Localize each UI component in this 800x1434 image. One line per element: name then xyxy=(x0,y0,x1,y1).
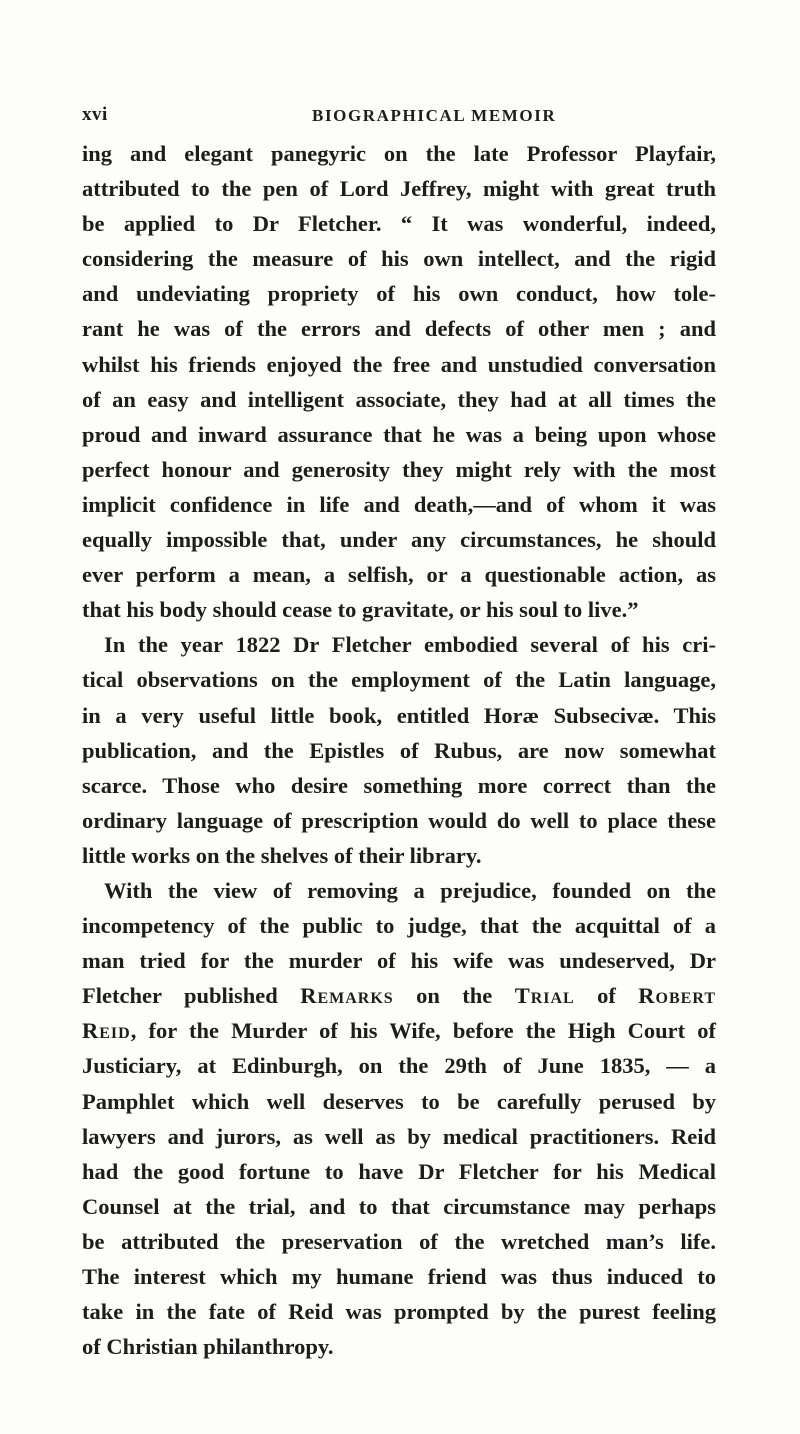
text-line: scarce. Those who desire something more correct than the xyxy=(82,772,716,798)
text-line: Counsel at the trial, and to that circumstance may perhaps xyxy=(82,1193,716,1219)
paragraph-end-line: of Christian philanthropy. xyxy=(82,1334,334,1360)
line-segment: Fletcher published xyxy=(82,983,301,1009)
text-line: ever perform a mean, a selfish, or a questionable action, as xyxy=(82,562,716,588)
small-caps-word: Remarks xyxy=(300,983,394,1009)
text-line: tical observations on the employment of the Latin language, xyxy=(82,667,716,693)
text-line-small-caps xyxy=(82,1013,716,1048)
small-caps-word: Robert xyxy=(638,983,716,1009)
text-line: be attributed the preservation of the wretched man’s life. xyxy=(82,1228,716,1254)
text-line: be applied to Dr Fletcher. “ It was wonderful, indeed, xyxy=(82,211,716,237)
text-line: ing and elegant panegyric on the late Professor Playfair, xyxy=(82,141,716,166)
text-line: in a very useful little book, entitled Horæ Subsecivæ. This xyxy=(82,702,716,728)
text-line: publication, and the Epistles of Rubus, are now somewhat xyxy=(82,737,716,763)
body-text xyxy=(82,136,716,1364)
text-line: rant he was of the errors and defects of other men ; and xyxy=(82,316,716,342)
text-line: whilst his friends enjoyed the free and unstudied conversation xyxy=(82,351,716,377)
text-line: incompetency of the public to judge, that the acquittal of a xyxy=(82,913,716,939)
text-line: Pamphlet which well deserves to be carefully perused by xyxy=(82,1088,716,1114)
text-line: considering the measure of his own intellect, and the rigid xyxy=(82,246,716,272)
line-segment: , for the Murder of his Wife, before the High Court of xyxy=(130,1018,716,1044)
text-line: implicit confidence in life and death,—and of whom it was xyxy=(82,491,716,517)
paragraph-end-line: that his body should cease to gravitate, or his soul to live.” xyxy=(82,597,639,623)
text-line: and undeviating propriety of his own conduct, how tole- xyxy=(82,281,716,307)
line-segment: on the xyxy=(393,983,515,1009)
text-line: take in the fate of Reid was prompted by the purest feeling xyxy=(82,1299,716,1325)
text-line: proud and inward assurance that he was a being upon whose xyxy=(82,421,716,447)
page-number: xvi xyxy=(82,104,108,125)
text-line: had the good fortune to have Dr Fletcher for his Medical xyxy=(82,1158,716,1184)
text-line: ordinary language of prescription would do well to place these xyxy=(82,807,716,833)
paragraph-start-line: In the year 1822 Dr Fletcher embodied several of his cri- xyxy=(104,632,716,658)
small-caps-word: Reid xyxy=(82,1018,131,1044)
text-line: perfect honour and generosity they might rely with the most xyxy=(82,456,716,482)
text-line: The interest which my humane friend was thus induced to xyxy=(82,1264,716,1289)
small-caps-word: Trial xyxy=(514,983,575,1009)
paragraph-end-line: little works on the shelves of their library. xyxy=(82,842,482,868)
text-line: man tried for the murder of his wife was undeserved, Dr xyxy=(82,948,716,974)
text-line-small-caps xyxy=(82,978,716,1013)
text-line: equally impossible that, under any circumstances, he should xyxy=(82,527,716,553)
text-line: attributed to the pen of Lord Jeffrey, might with great truth xyxy=(82,176,716,202)
running-title: BIOGRAPHICAL MEMOIR xyxy=(312,106,557,125)
text-line: Justiciary, at Edinburgh, on the 29th of June 1835, — a xyxy=(82,1053,716,1079)
line-segment: of xyxy=(574,983,639,1009)
text-line: of an easy and intelligent associate, they had at all times the xyxy=(82,386,716,412)
text-line: lawyers and jurors, as well as by medical practitioners. Reid xyxy=(82,1123,716,1149)
paragraph-start-line: With the view of removing a prejudice, founded on the xyxy=(104,877,716,903)
page-header xyxy=(82,104,722,128)
